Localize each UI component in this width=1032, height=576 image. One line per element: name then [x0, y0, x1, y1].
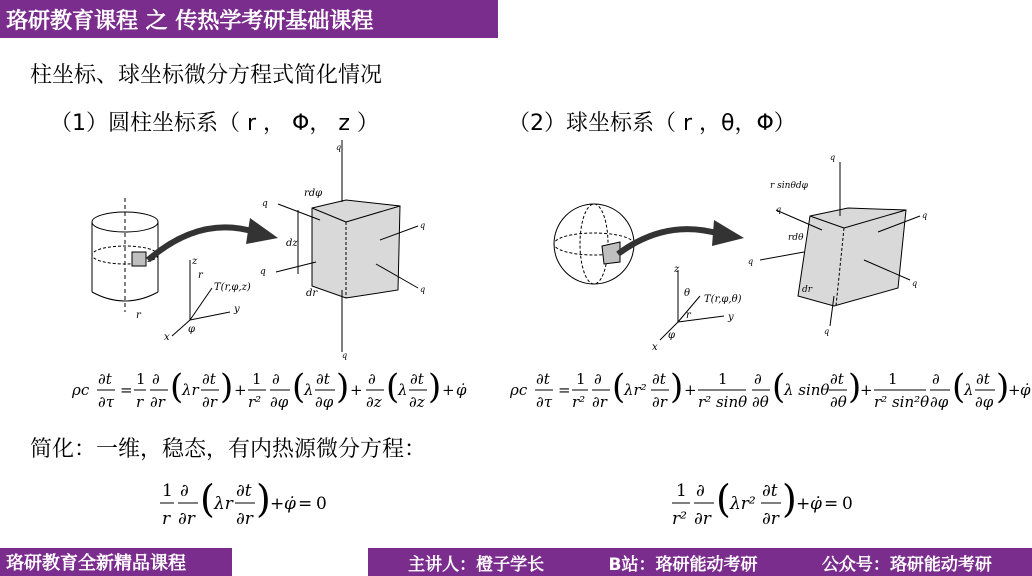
r-small-label: r [136, 310, 141, 321]
svg-text:(: ( [716, 477, 731, 521]
footer-course-label: 珞研教育全新精品课程 [6, 553, 186, 574]
axis-z-label-2: z [674, 264, 680, 275]
q-phi-dphi-label: q [420, 221, 426, 230]
q-r-dr-label-2: q [912, 279, 918, 288]
svg-text:+: + [684, 381, 697, 399]
cylindrical-diagram [80, 140, 480, 360]
svg-text:∂z: ∂z [409, 393, 425, 411]
rsin-label: r sinθdφ [770, 181, 808, 191]
svg-text:λ: λ [304, 381, 314, 399]
svg-text:∂τ: ∂τ [98, 393, 115, 411]
header-title: 珞研教育课程 之 传热学考研基础课程 [6, 8, 374, 34]
svg-text:): ) [848, 367, 862, 407]
svg-text:r: r [136, 393, 144, 411]
svg-text:r²: r² [572, 393, 586, 411]
svg-text:(: ( [200, 477, 215, 521]
svg-text:1: 1 [718, 370, 728, 388]
svg-text:(: ( [612, 367, 626, 407]
qr-label: q [262, 199, 268, 209]
svg-text:=: = [824, 494, 839, 514]
spherical-diagram [548, 146, 968, 356]
svg-text:+: + [860, 381, 873, 399]
footer-bilibili: B站：珞研能动考研 [608, 554, 758, 575]
rdtheta-label: rdθ [788, 233, 804, 243]
footer-wechat: 公众号：珞研能动考研 [821, 554, 992, 575]
svg-text:λ sinθ: λ sinθ [784, 381, 830, 399]
svg-text:∂: ∂ [696, 481, 705, 501]
axis-y-label-2: y [728, 312, 734, 323]
svg-text:∂: ∂ [152, 370, 160, 388]
svg-text:∂r: ∂r [694, 509, 711, 529]
svg-text:λr²: λr² [730, 494, 756, 514]
dr-label-2: dr [802, 285, 813, 295]
svg-text:λr²: λr² [624, 381, 647, 399]
svg-text:1: 1 [136, 370, 146, 388]
svg-text:): ) [996, 367, 1010, 407]
svg-text:∂: ∂ [368, 370, 376, 388]
axis-y-label: y [234, 304, 240, 315]
q-phi-dphi-label-2: q [922, 211, 928, 220]
qphi-label: q [260, 267, 266, 277]
svg-text:1: 1 [676, 481, 687, 501]
svg-text:): ) [256, 477, 271, 521]
svg-text:∂t: ∂t [976, 370, 990, 388]
rdphi-label: rdφ [304, 188, 323, 199]
svg-text:+: + [796, 494, 811, 514]
dr-label: dr [306, 288, 318, 299]
svg-text:0: 0 [842, 494, 853, 514]
axis-x-label-2: x [652, 342, 658, 353]
svg-text:∂φ: ∂φ [930, 393, 949, 411]
svg-text:1: 1 [162, 481, 173, 501]
section-title: 柱坐标、球坐标微分方程式简化情况 [30, 63, 383, 88]
svg-text:+: + [442, 381, 455, 399]
volume-element [312, 200, 400, 298]
svg-text:∂t: ∂t [410, 370, 424, 388]
svg-text:1: 1 [576, 370, 586, 388]
svg-text:∂z: ∂z [366, 393, 382, 411]
transfer-arrow [148, 227, 255, 260]
svg-text:∂: ∂ [594, 370, 602, 388]
svg-text:∂t: ∂t [830, 370, 844, 388]
q-z-dz-label: q [336, 143, 342, 152]
qtheta-label: q [824, 327, 830, 336]
svg-text:∂r: ∂r [762, 509, 779, 529]
svg-text:∂φ: ∂φ [975, 393, 994, 411]
axis-x-label: x [164, 332, 170, 343]
svg-text:∂: ∂ [932, 370, 940, 388]
svg-text:φ̇: φ̇ [456, 381, 467, 399]
svg-text:+: + [234, 381, 247, 399]
footer-info-band [368, 548, 1032, 576]
svg-text:∂τ: ∂τ [536, 393, 553, 411]
transfer-arrowhead [246, 218, 278, 244]
svg-text:=: = [298, 494, 313, 514]
svg-text:∂r: ∂r [652, 393, 667, 411]
svg-text:∂t: ∂t [536, 370, 550, 388]
axis-r-label: r [198, 270, 203, 281]
cylinder-shape [92, 198, 158, 312]
phi-label-2: φ [668, 330, 676, 341]
svg-text:): ) [428, 367, 442, 407]
svg-text:λr: λr [182, 381, 199, 399]
footer-course-band [0, 548, 232, 576]
point-t-label: T(r,φ,z) [214, 282, 251, 293]
cylindrical-heading: （1）圆柱坐标系（ r ， Φ， z ） [50, 111, 379, 136]
svg-text:r²: r² [672, 509, 687, 529]
svg-text:r²: r² [248, 393, 262, 411]
svg-text:=: = [120, 381, 133, 399]
svg-text:(: ( [386, 367, 400, 407]
svg-text:∂: ∂ [272, 370, 280, 388]
volume-element-2 [798, 208, 906, 306]
svg-text:r² sin²θ: r² sin²θ [874, 393, 930, 411]
svg-text:λ: λ [398, 381, 408, 399]
theta-label: θ [684, 288, 691, 299]
svg-text:): ) [336, 367, 350, 407]
simplified-cylindrical-equation [158, 474, 338, 534]
svg-text:∂r: ∂r [236, 509, 253, 529]
svg-text:1: 1 [252, 370, 262, 388]
dz-label: dz [286, 238, 298, 249]
svg-text:∂φ: ∂φ [315, 393, 334, 411]
svg-text:∂t: ∂t [98, 370, 112, 388]
svg-text:): ) [782, 477, 797, 521]
svg-text:φ̇: φ̇ [1020, 381, 1031, 399]
svg-text:φ̇: φ̇ [284, 494, 296, 514]
svg-text:): ) [220, 367, 234, 407]
svg-text:∂r: ∂r [150, 393, 165, 411]
svg-text:+: + [270, 494, 285, 514]
svg-text:+: + [1008, 381, 1021, 399]
svg-text:∂θ: ∂θ [830, 393, 847, 411]
spherical-heading: （2）球坐标系（ r ，θ，Φ） [508, 111, 796, 136]
svg-text:∂t: ∂t [762, 481, 778, 501]
phi-label: φ [188, 324, 196, 335]
svg-text:∂t: ∂t [202, 370, 216, 388]
svg-text:φ̇: φ̇ [810, 494, 822, 514]
svg-text:λr: λr [214, 494, 233, 514]
svg-text:1: 1 [888, 370, 898, 388]
svg-text:=: = [558, 381, 571, 399]
qz-label: q [342, 351, 348, 360]
sphere-shape [554, 204, 634, 284]
header-title-band [0, 0, 498, 38]
svg-text:+: + [350, 381, 363, 399]
svg-text:∂t: ∂t [236, 481, 252, 501]
qphi-label-2: q [748, 257, 754, 266]
svg-text:λ: λ [964, 381, 974, 399]
svg-text:r² sinθ: r² sinθ [698, 393, 748, 411]
svg-text:∂r: ∂r [202, 393, 217, 411]
qr-label-2: q [776, 205, 782, 214]
footer-speaker: 主讲人：橙子学长 [408, 554, 545, 575]
transfer-arrowhead-2 [712, 220, 744, 246]
cylindrical-equation [72, 362, 472, 418]
svg-text:∂t: ∂t [316, 370, 330, 388]
svg-text:∂r: ∂r [178, 509, 195, 529]
svg-text:): ) [670, 367, 684, 407]
svg-text:ρc: ρc [72, 381, 90, 399]
simplified-spherical-equation [670, 474, 860, 534]
q-theta-dtheta-label: q [830, 153, 836, 162]
svg-text:ρc: ρc [510, 381, 528, 399]
svg-text:∂t: ∂t [652, 370, 666, 388]
svg-text:(: ( [292, 367, 306, 407]
r-small-label-2: r [686, 310, 691, 321]
svg-text:∂: ∂ [754, 370, 762, 388]
svg-text:(: ( [772, 367, 786, 407]
svg-text:∂φ: ∂φ [270, 393, 289, 411]
svg-text:∂: ∂ [180, 481, 189, 501]
svg-text:∂r: ∂r [592, 393, 607, 411]
q-r-dr-label: q [420, 285, 426, 294]
svg-text:(: ( [952, 367, 966, 407]
svg-text:r: r [162, 509, 171, 529]
simplify-text: 简化：一维，稳态，有内热源微分方程： [30, 437, 427, 462]
svg-text:0: 0 [316, 494, 327, 514]
svg-text:(: ( [170, 367, 184, 407]
point-t-label-2: T(r,φ,θ) [704, 294, 742, 305]
axis-z-label: z [192, 256, 198, 267]
spherical-equation [510, 362, 1031, 418]
svg-text:∂θ: ∂θ [752, 393, 769, 411]
